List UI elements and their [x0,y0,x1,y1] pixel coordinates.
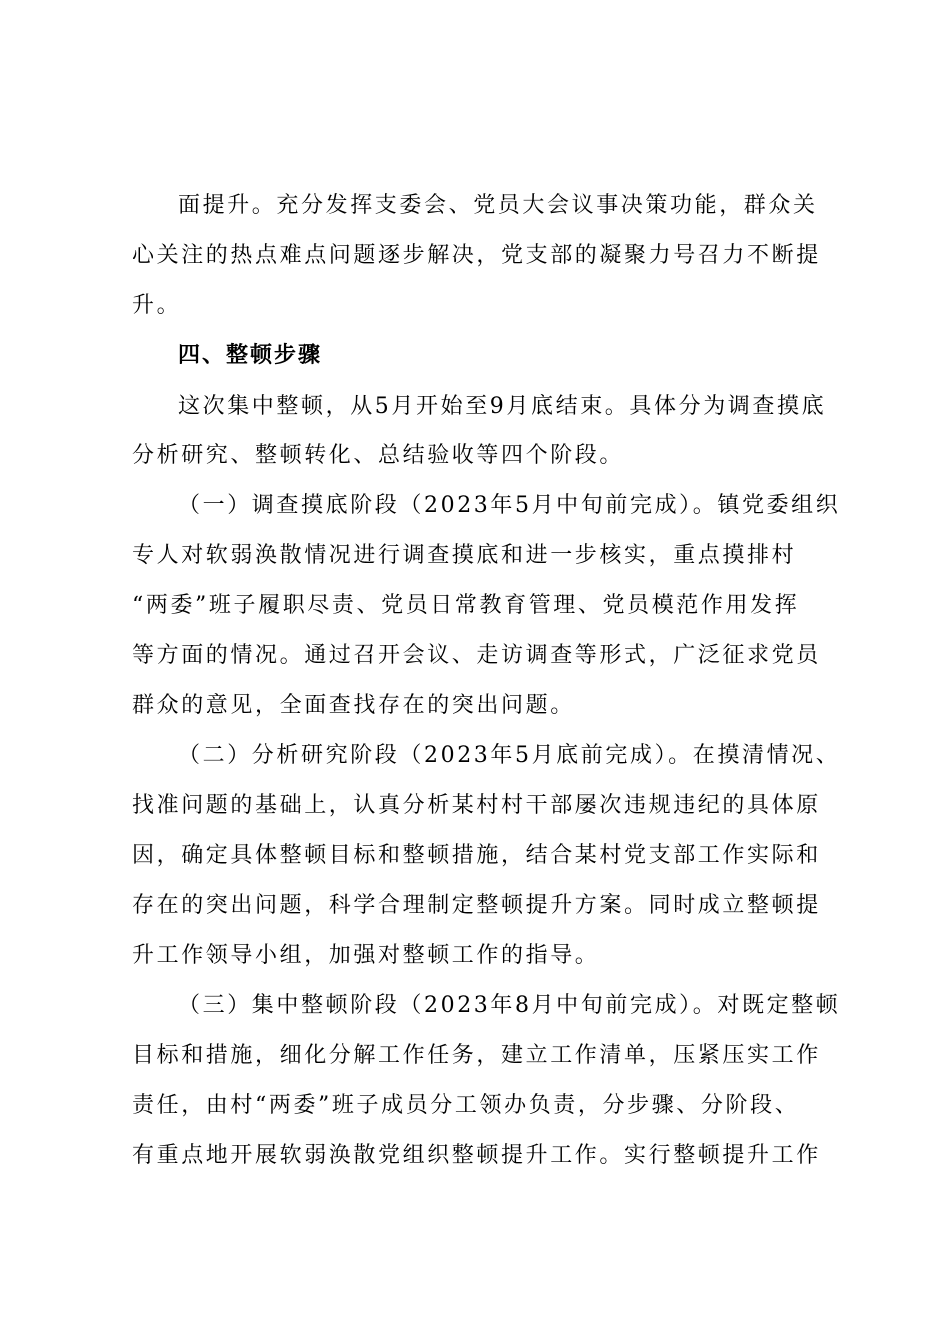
body-line: 分析研究、整顿转化、总结验收等四个阶段。 [132,443,625,468]
body-line: 因，确定具体整顿目标和整顿措施，结合某村党支部工作实际和 [132,843,821,868]
body-line: （二）分析研究阶段（2023年5月底前完成）。在摸清情况、 [178,743,841,768]
body-line: 升。 [132,293,182,318]
body-line: （三）集中整顿阶段（2023年8月中旬前完成）。对既定整顿 [178,993,841,1018]
body-line: 等方面的情况。通过召开会议、走访调查等形式，广泛征求党员 [132,643,821,668]
body-line: 找准问题的基础上，认真分析某村村干部屡次违规违纪的具体原 [132,793,821,818]
body-line: 责任，由村“两委”班子成员分工领办负责，分步骤、分阶段、 [132,1093,800,1118]
body-line: 专人对软弱涣散情况进行调查摸底和进一步核实，重点摸排村 [132,543,797,568]
body-line: 升工作领导小组，加强对整顿工作的指导。 [132,943,600,968]
body-line: 目标和措施，细化分解工作任务，建立工作清单，压紧压实工作 [132,1043,821,1068]
body-line: 心关注的热点难点问题逐步解决，党支部的凝聚力号召力不断提 [132,243,821,268]
body-line: 面提升。充分发挥支委会、党员大会议事决策功能，群众关 [178,193,818,218]
section-heading: 四、整顿步骤 [178,343,323,368]
body-line: 有重点地开展软弱涣散党组织整顿提升工作。实行整顿提升工作 [132,1143,821,1168]
body-line: 群众的意见，全面查找存在的突出问题。 [132,693,575,718]
body-line: 这次集中整顿，从5月开始至9月底结束。具体分为调查摸底 [178,394,827,419]
body-line: “两委”班子履职尽责、党员日常教育管理、党员模范作用发挥 [132,593,800,618]
body-line: （一）调查摸底阶段（2023年5月中旬前完成）。镇党委组织 [178,493,841,518]
body-line: 存在的突出问题，科学合理制定整顿提升方案。同时成立整顿提 [132,893,821,918]
